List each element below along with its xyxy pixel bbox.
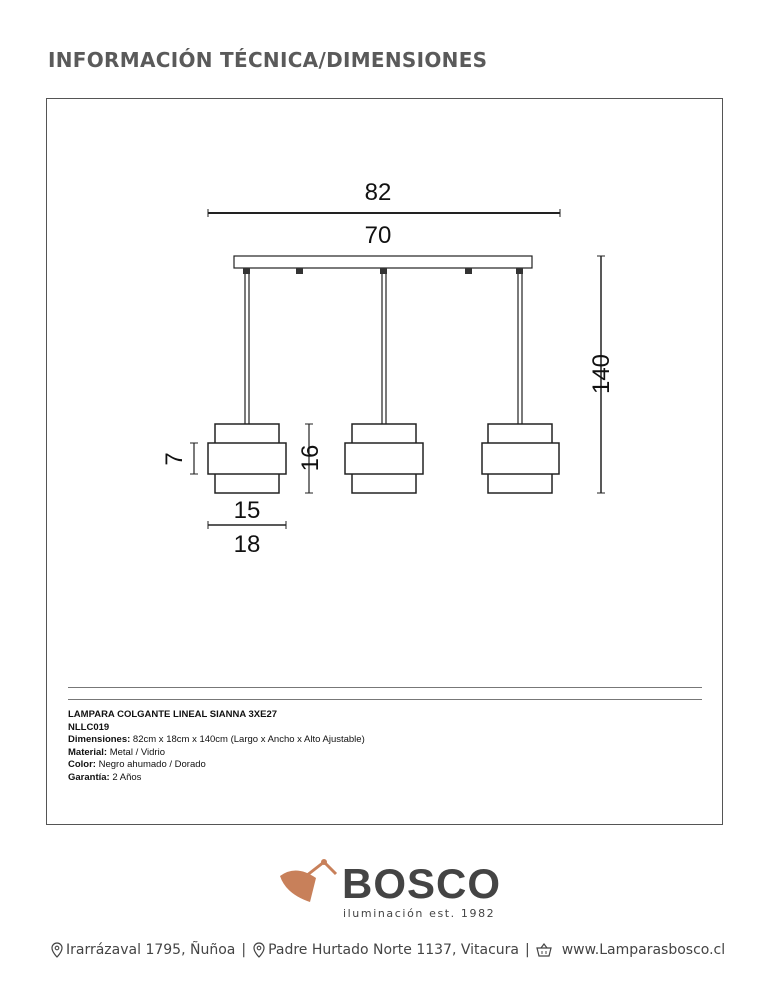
shade-outer-width-label: 18: [233, 531, 261, 558]
brand-tagline: iluminación est. 1982: [343, 907, 496, 920]
footer-separator: |: [525, 942, 530, 958]
lamp-shade-2: [345, 424, 423, 493]
lamp-shade-3: [482, 424, 559, 493]
spec-row: [68, 759, 365, 772]
product-specs: [68, 709, 365, 784]
spec-label: Dimensiones:: [68, 734, 131, 745]
spec-row: [68, 772, 365, 785]
band-height-label: 7: [161, 452, 188, 466]
spec-value: 2 Años: [109, 771, 142, 783]
address-2: Padre Hurtado Norte 1137, Vitacura: [268, 942, 519, 958]
total-length-label: 82: [364, 179, 392, 206]
footer-separator: |: [241, 942, 247, 958]
spec-row: [68, 747, 365, 760]
shade-height-label: 16: [297, 444, 324, 472]
divider-line: [68, 699, 702, 700]
product-code: NLLC019: [68, 721, 110, 733]
shopping-basket-icon: [536, 942, 552, 958]
spec-row: [68, 734, 365, 747]
spec-label: Material:: [68, 746, 108, 758]
location-pin-icon: [252, 942, 266, 958]
spec-label: Color:: [68, 759, 96, 770]
brand-name: BOSCO: [342, 860, 502, 907]
shade-inner-width-label: 15: [233, 497, 261, 524]
canopy-length-label: 70: [364, 222, 392, 249]
lamp-shade-1: [208, 424, 286, 493]
height-label: 140: [588, 353, 615, 395]
divider-line: [68, 687, 702, 688]
spec-value: 82cm x 18cm x 140cm (Largo x Ancho x Alto Ajustable): [130, 734, 365, 745]
website-link[interactable]: www.Lamparasbosco.cl: [561, 942, 726, 958]
spec-label: Garantía:: [68, 771, 110, 783]
product-name: LAMPARA COLGANTE LINEAL SIANNA 3XE27: [68, 709, 278, 720]
page-title: INFORMACIÓN TÉCNICA/DIMENSIONES: [48, 48, 488, 72]
spec-value: Negro ahumado / Dorado: [95, 759, 206, 770]
canopy-bar: [234, 256, 532, 268]
address-1: Irarrázaval 1795, Ñuñoa: [66, 942, 236, 958]
footer-contact: [50, 942, 725, 958]
location-pin-icon: [50, 942, 64, 958]
spec-value: Metal / Vidrio: [107, 746, 165, 758]
